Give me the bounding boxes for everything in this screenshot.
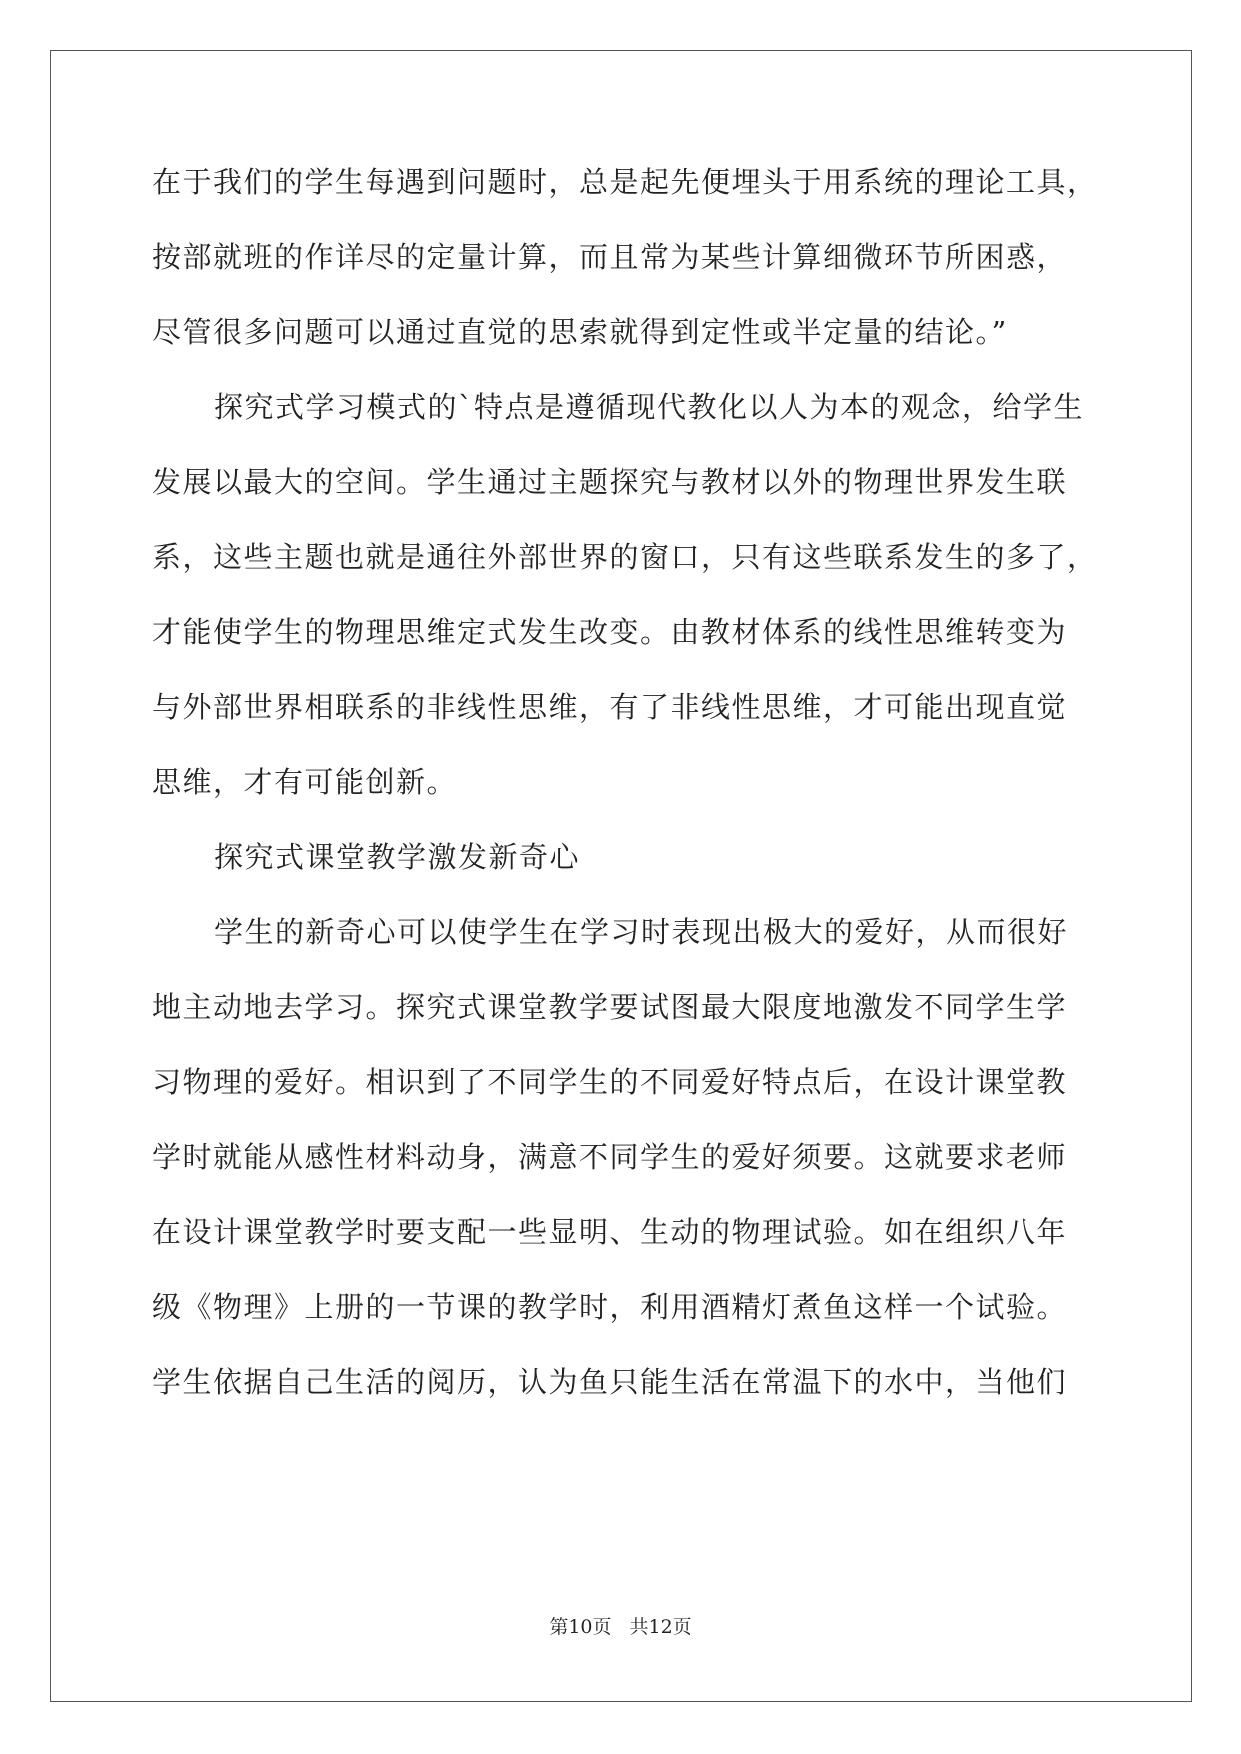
text-line: 学生依据自己生活的阅历，认为鱼只能生活在常温下的水中，当他们 <box>152 1365 1068 1399</box>
text-line: 才能使学生的物理思维定式发生改变。由教材体系的线性思维转变为 <box>152 615 1068 649</box>
text-line: 学时就能从感性材料动身，满意不同学生的爱好须要。这就要求老师 <box>152 1140 1068 1174</box>
page-number-current: 第10页 <box>549 1616 612 1638</box>
text-line: 在设计课堂教学时要支配一些显明、生动的物理试验。如在组织八年 <box>152 1215 1068 1249</box>
page-footer <box>0 1615 1241 1639</box>
text-line: 与外部世界相联系的非线性思维，有了非线性思维，才可能出现直觉 <box>152 690 1068 724</box>
text-line: 级《物理》上册的一节课的教学时，利用酒精灯煮鱼这样一个试验。 <box>152 1290 1068 1324</box>
text-line: 探究式学习模式的`特点是遵循现代教化以人为本的观念，给学生 <box>214 390 1085 424</box>
page-number-total: 共12页 <box>629 1616 692 1638</box>
text-line: 地主动地去学习。探究式课堂教学要试图最大限度地激发不同学生学 <box>152 990 1068 1024</box>
text-line: 尽管很多问题可以通过直觉的思索就得到定性或半定量的结论。” <box>152 315 1008 349</box>
text-line: 学生的新奇心可以使学生在学习时表现出极大的爱好，从而很好 <box>214 915 1069 949</box>
text-line: 系，这些主题也就是通往外部世界的窗口，只有这些联系发生的多了， <box>152 540 1098 574</box>
text-line: 习物理的爱好。相识到了不同学生的不同爱好特点后，在设计课堂教 <box>152 1065 1068 1099</box>
text-line: 按部就班的作详尽的定量计算，而且常为某些计算细微环节所困惑， <box>152 240 1068 274</box>
text-line: 思维，才有可能创新。 <box>152 765 458 799</box>
text-line: 在于我们的学生每遇到问题时，总是起先便埋头于用系统的理论工具， <box>152 165 1098 199</box>
text-line: 发展以最大的空间。学生通过主题探究与教材以外的物理世界发生联 <box>152 465 1068 499</box>
section-heading: 探究式课堂教学激发新奇心 <box>214 840 581 874</box>
